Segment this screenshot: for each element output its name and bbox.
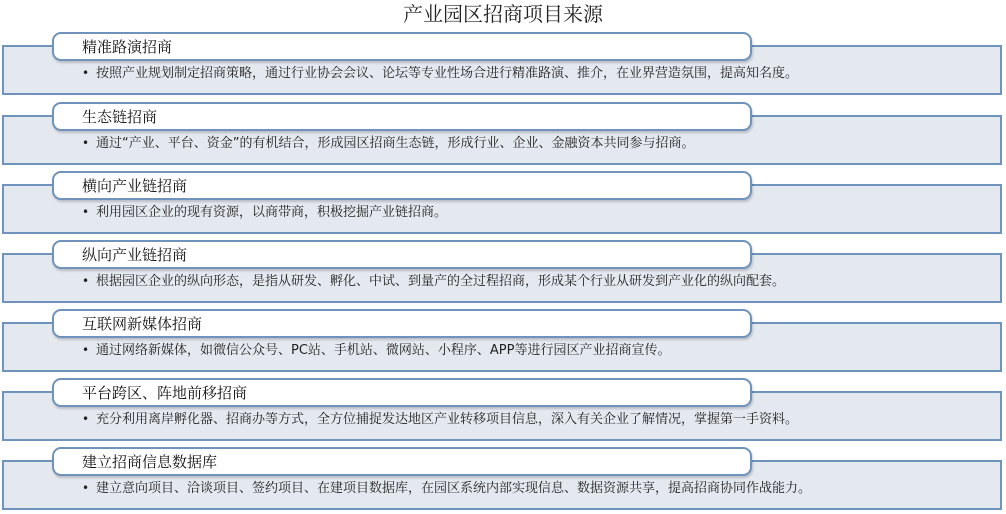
- source-block-1: [0, 32, 1006, 98]
- heading-box: [52, 102, 752, 131]
- heading-box: [52, 378, 752, 407]
- description-text: 通过“产业、平台、资金”的有机结合，形成园区招商生态链，形成行业、企业、金融资本共同参与招商。: [96, 136, 695, 151]
- description-text: 利用园区企业的现有资源，以商带商，积极挖掘产业链招商。: [96, 205, 448, 220]
- source-block-6: [0, 378, 1006, 444]
- heading-text: 生态链招商: [82, 108, 158, 126]
- heading-text: 精准路演招商: [82, 38, 173, 56]
- heading-text: 建立招商信息数据库: [82, 453, 218, 471]
- description-text: 充分利用离岸孵化器、招商办等方式，全方位捕捉发达地区产业转移项目信息，深入有关企业了解情况，掌握第一手资料。: [96, 412, 799, 427]
- description-item: [82, 410, 992, 428]
- heading-box: [52, 447, 752, 476]
- bullet-icon: •: [82, 136, 90, 150]
- source-block-5: [0, 309, 1006, 375]
- bullet-icon: •: [82, 66, 90, 80]
- heading-box: [52, 171, 752, 200]
- description-text: 建立意向项目、洽谈项目、签约项目、在建项目数据库，在园区系统内部实现信息、数据资源共享，提高招商协同作战能力。: [96, 481, 812, 496]
- source-block-3: [0, 171, 1006, 237]
- description-item: [82, 341, 992, 359]
- description-item: [82, 134, 992, 152]
- bullet-icon: •: [82, 343, 90, 357]
- bullet-icon: •: [82, 205, 90, 219]
- heading-text: 互联网新媒体招商: [82, 315, 203, 333]
- description-item: [82, 479, 992, 497]
- heading-text: 横向产业链招商: [82, 177, 188, 195]
- description-text: 根据园区企业的纵向形态，是指从研发、孵化、中试、到量产的全过程招商，形成某个行业从研发到产业化的纵向配套。: [96, 274, 786, 289]
- source-block-4: [0, 240, 1006, 306]
- bullet-icon: •: [82, 412, 90, 426]
- source-block-2: [0, 102, 1006, 168]
- description-item: [82, 272, 992, 290]
- description-text: 按照产业规划制定招商策略，通过行业协会会议、论坛等专业性场合进行精准路演、推介，在业界营造氛围，提高知名度。: [96, 66, 799, 81]
- heading-box: [52, 309, 752, 338]
- source-block-7: [0, 447, 1006, 513]
- description-text: 通过网络新媒体，如微信公众号、PC站、手机站、微网站、小程序、APP等进行园区产业招商宣传。: [96, 343, 671, 358]
- page-title: 产业园区招商项目来源: [403, 2, 603, 26]
- description-item: [82, 64, 992, 82]
- description-item: [82, 203, 992, 221]
- heading-box: [52, 32, 752, 61]
- heading-box: [52, 240, 752, 269]
- bullet-icon: •: [82, 274, 90, 288]
- heading-text: 平台跨区、阵地前移招商: [82, 384, 248, 402]
- heading-text: 纵向产业链招商: [82, 246, 188, 264]
- bullet-icon: •: [82, 481, 90, 495]
